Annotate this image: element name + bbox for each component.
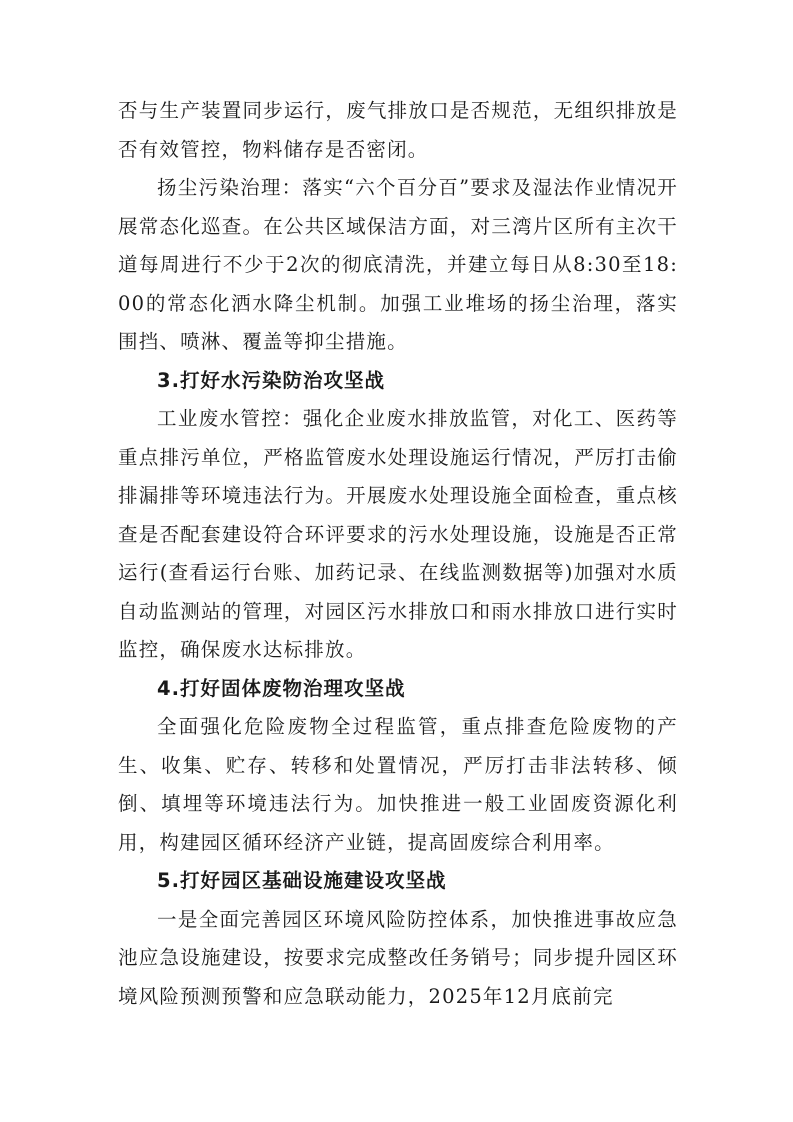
paragraph-industrial-wastewater: 工业废水管控：强化企业废水排放监管，对化工、医药等重点排污单位，严格监管废水处理设施运行情况，严厉打击偷排漏排等环境违法行为。开展废水处理设施全面检查，重点核查是否配套建设符合环评要求的污水处理设施，设施是否正常运行(查看运行台账、加药记录、在线监测数据等)加强对水质自动监测站的管理，对园区污水排放口和雨水排放口进行实时监控，确保废水达标排放。 — [118, 407, 678, 661]
document-body — [118, 92, 678, 1016]
heading-solid-waste: 4.打好固体废物治理攻坚战 — [157, 676, 406, 700]
paragraph-risk-prevention: 一是全面完善园区环境风险防控体系，加快推进事故应急池应急设施建设，按要求完成整改任务销号；同步提升园区环境风险预测预警和应急联动能力，2025年12月底前完 — [118, 907, 678, 1008]
heading-infrastructure: 5.打好园区基础设施建设攻坚战 — [157, 869, 447, 892]
paragraph-hazardous-waste: 全面强化危险废物全过程监管，重点排查危险废物的产生、收集、贮存、转移和处置情况，严厉打击非法转移、倾倒、填埋等环境违法行为。加快推进一般工业固废资源化利用，构建园区循环经济产业链，提高固废综合利用率。 — [118, 715, 678, 854]
heading-water-pollution: 3.打好水污染防治攻坚战 — [157, 368, 385, 392]
paragraph-dust-control: 扬尘污染治理：落实“六个百分百”要求及湿法作业情况开展常态化巡查。在公共区域保洁方面，对三湾片区所有主次干道每周进行不少于2次的彻底清洗，并建立每日从8:30至18:00的常态化洒水降尘机制。加强工业堆场的扬尘治理，落实围挡、喷淋、覆盖等抑尘措施。 — [118, 176, 678, 353]
paragraph-waste-gas-continued: 否与生产装置同步运行，废气排放口是否规范，无组织排放是否有效管控，物料储存是否密闭。 — [118, 99, 678, 161]
